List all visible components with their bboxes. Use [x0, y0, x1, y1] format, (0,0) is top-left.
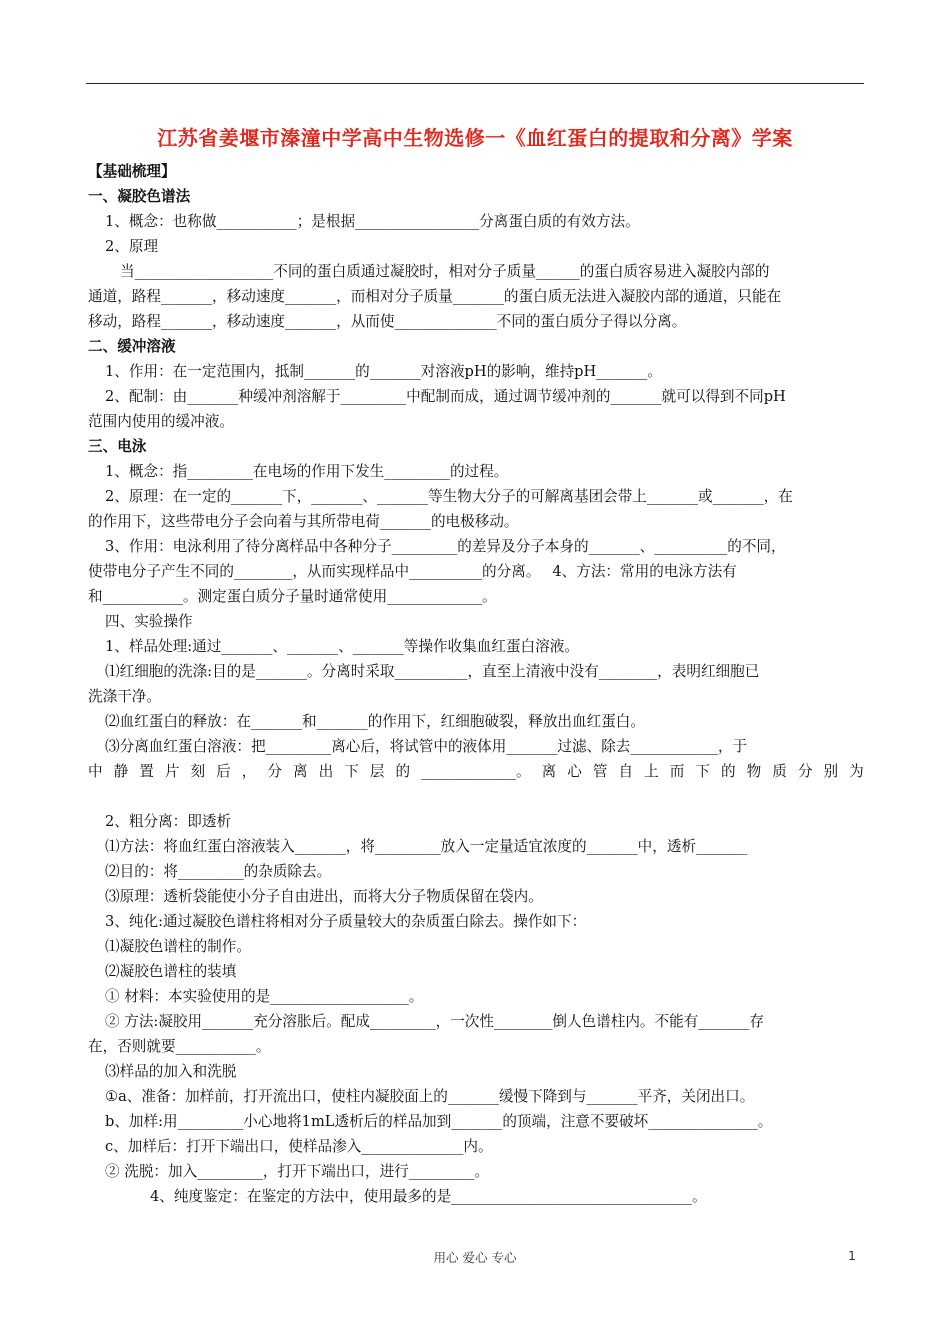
char: 后 — [216, 763, 231, 780]
text-line: 1、概念：指_________在电场的作用下发生_________的过程。 — [105, 463, 509, 480]
char: 刻 — [190, 763, 206, 780]
text-line: c、加样后：打开下端出口，使样品渗入______________内。 — [105, 1138, 493, 1155]
text-line: ⑶分离血红蛋白溶液：把_________离心后，将试管中的液体用_______过滤、除去____________，于 — [105, 738, 748, 755]
text-line: 2、原理：在一定的_______下，_______、_______等生物大分子的可解离基团会带上_______或_______，在 — [105, 488, 793, 505]
char: 别 — [823, 763, 839, 780]
page-footer: 用心 爱心 专心 — [433, 1250, 517, 1265]
text-line: 洗涤干净。 — [88, 688, 161, 705]
text-line: ② 洗脱：加入_________，打开下端出口，进行_________。 — [105, 1163, 490, 1180]
text-line: ⑶样品的加入和洗脱 — [105, 1063, 237, 1080]
text-line: 1、样品处理:通过_______、_______、_______等操作收集血红蛋白溶液。 — [105, 638, 579, 655]
text-line: ① 材料：本实验使用的是___________________。 — [105, 988, 424, 1005]
char: 下 — [695, 763, 710, 780]
text-line: 2、粗分离：即透析 — [105, 813, 232, 830]
text-line: 2、原理 — [105, 238, 159, 255]
text-line: 在，否则就要___________。 — [88, 1038, 271, 1055]
text-line: 移动，路程_______，移动速度_______，从而使______________不同的蛋白质分子得以分离。 — [88, 313, 687, 330]
text-line: ⑴凝胶色谱柱的制作。 — [105, 938, 251, 955]
heading-buffer: 二、缓冲溶液 — [88, 338, 176, 355]
char: 分 — [267, 763, 282, 780]
text-line: 的作用下，这些带电分子会向着与其所带电荷_______的电极移动。 — [88, 513, 519, 530]
header-rule — [86, 83, 864, 84]
char: 出 — [318, 763, 334, 780]
char: 片 — [164, 763, 180, 780]
text-line: ⑵凝胶色谱柱的装填 — [105, 963, 237, 980]
text-line: b、加样:用_________小心地将1mL透析后的样品加到_______的顶端，注意不要破坏_______________。 — [105, 1113, 773, 1130]
char: 中 — [88, 763, 103, 780]
char: 的 — [395, 763, 411, 780]
text-line: 3、纯化:通过凝胶色谱柱将相对分子质量较大的杂质蛋白除去。操作如下： — [105, 913, 587, 930]
char: 置 — [139, 763, 154, 780]
char: 物 — [746, 763, 762, 780]
text-line: ①a、准备：加样前，打开流出口，使柱内凝胶面上的_______缓慢下降到与_______平齐，关闭出口。 — [105, 1088, 755, 1105]
text-line: ⑴方法：将血红蛋白溶液装入_______，将_________放入一定量适宜浓度的_______中，透析_______ — [105, 838, 748, 855]
char: 离 — [541, 763, 557, 780]
text-line: 1、概念：也称做___________；是根据_________________分离蛋白质的有效方法。 — [105, 213, 640, 230]
text-line: 3、作用：电泳利用了待分离样品中各种分子_________的差异及分子本身的_______、__________的不同， — [105, 538, 786, 555]
char: 层 — [369, 763, 385, 780]
text-line: 1、作用：在一定范围内，抵制_______的_______对溶液pH的影响，维持pH_______。 — [105, 363, 662, 380]
text-line: 范围内使用的缓冲液。 — [88, 413, 234, 430]
heading-experiment: 四、实验操作 — [105, 613, 193, 630]
page-number: 1 — [848, 1248, 856, 1263]
char: 自 — [618, 763, 634, 780]
heading-electrophoresis: 三、电泳 — [88, 438, 147, 455]
char: 上 — [644, 763, 659, 780]
char: 的 — [720, 763, 736, 780]
text-line: 和___________。测定蛋白质分子量时通常使用_____________。 — [88, 588, 497, 605]
heading-gel-chromatography: 一、凝胶色谱法 — [88, 188, 191, 205]
blank: _____________。 — [421, 763, 531, 780]
text-line: ⑴红细胞的洗涤:目的是_______。分离时采取__________，直至上清液中没有________，表明红细胞已 — [105, 663, 760, 680]
text-line: 通道，路程_______，移动速度_______，而相对分子质量_______的蛋白质无法进入凝胶内部的通道，只能在 — [88, 288, 782, 305]
char: 质 — [772, 763, 787, 780]
char: 离 — [293, 763, 308, 780]
text-line: ⑵目的：将_________的杂质除去。 — [105, 863, 332, 880]
char: 为 — [849, 763, 864, 780]
char: 下 — [344, 763, 359, 780]
text-line: 当___________________不同的蛋白质通过凝胶时，相对分子质量______的蛋白质容易进入凝胶内部的 — [120, 263, 770, 280]
char: ， — [241, 763, 257, 780]
char: 心 — [567, 763, 582, 780]
section-label-basics: 【基础梳理】 — [88, 163, 176, 180]
text-line: ⑶原理：透析袋能使小分子自由进出，而将大分子物质保留在袋内。 — [105, 888, 543, 905]
text-line: ⑵血红蛋白的释放：在_______和_______的作用下，红细胞破裂，释放出血红蛋白。 — [105, 713, 645, 730]
text-line: 4、纯度鉴定：在鉴定的方法中，使用最多的是_________________________________。 — [150, 1188, 707, 1205]
char: 分 — [797, 763, 813, 780]
char: 管 — [592, 763, 608, 780]
document-title: 江苏省姜堰市溱潼中学高中生物选修一《血红蛋白的提取和分离》学案 — [157, 126, 793, 150]
text-line: 使带电分子产生不同的________，从而实现样品中__________的分离。 4、方法：常用的电泳方法有 — [88, 563, 737, 580]
char: 静 — [113, 763, 129, 780]
text-line: 2、配制：由_______种缓冲剂溶解于_________中配制而成，通过调节缓冲剂的_______就可以得到不同pH — [105, 388, 786, 405]
justified-text-line — [88, 762, 864, 782]
char: 而 — [669, 763, 685, 780]
text-line: ② 方法:凝胶用_______充分溶胀后。配成_________，一次性________倒人色谱柱内。不能有_______存 — [105, 1013, 764, 1030]
